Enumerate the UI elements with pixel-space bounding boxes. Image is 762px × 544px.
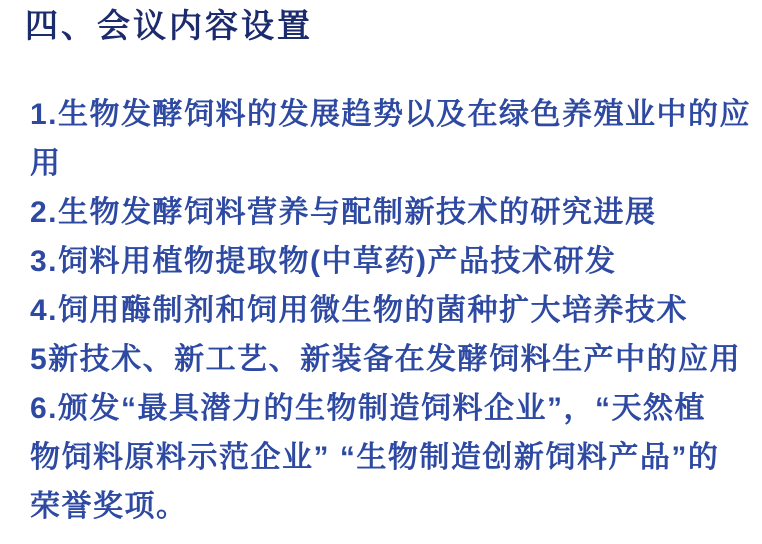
page-title: 四、会议内容设置 (25, 7, 313, 44)
content-line-1b: 用 (30, 147, 62, 180)
content-block (30, 90, 751, 531)
content-line-6a: 6.颁发“最具潜力的生物制造饲料企业”，“天然植 (30, 392, 707, 425)
content-line-2: 2.生物发酵饲料营养与配制新技术的研究进展 (30, 196, 657, 229)
content-line-6b: 物饲料原料示范企业” “生物制造创新饲料产品”的 (30, 441, 720, 474)
content-line-4: 4.饲用酶制剂和饲用微生物的菌种扩大培养技术 (30, 294, 689, 327)
content-line-1a: 1.生物发酵饲料的发展趋势以及在绿色养殖业中的应 (30, 98, 752, 131)
content-line-6c: 荣誉奖项。 (30, 490, 188, 523)
content-line-5: 5新技术、新工艺、新装备在发酵饲料生产中的应用 (30, 343, 742, 376)
content-line-3: 3.饲料用植物提取物(中草药)产品技术研发 (30, 245, 617, 278)
